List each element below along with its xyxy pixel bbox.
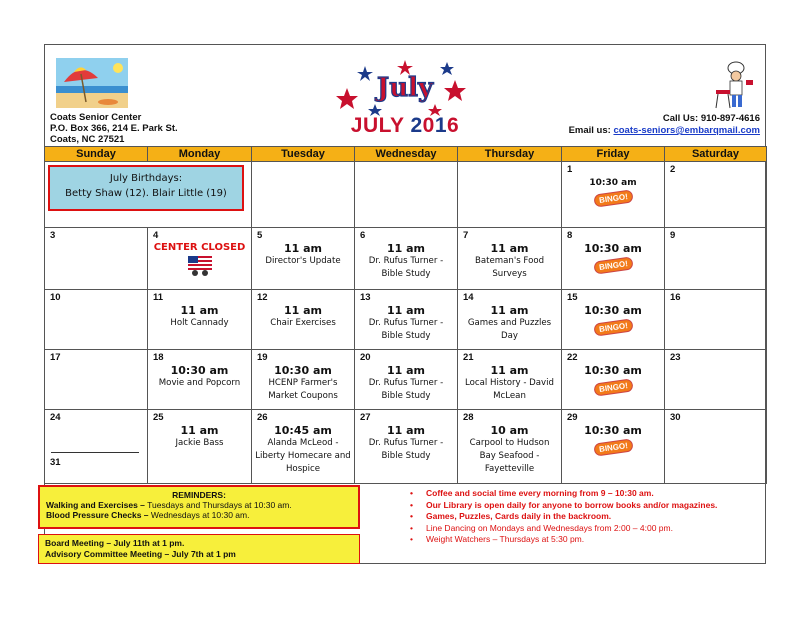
day-cell[interactable] bbox=[562, 228, 665, 290]
bingo-icon: BINGO! bbox=[593, 318, 633, 336]
event-time: 11 am bbox=[490, 304, 529, 317]
title-year-blue: 2 bbox=[410, 114, 423, 137]
day-number: 23 bbox=[670, 352, 681, 363]
email-row bbox=[569, 125, 760, 137]
event-text: Carpool to Hudson Bay Seafood - Fayetteville bbox=[469, 438, 550, 474]
event-text: Bateman's Food Surveys bbox=[474, 256, 545, 279]
bingo-icon: BINGO! bbox=[593, 378, 633, 396]
day-cell[interactable] bbox=[355, 410, 458, 484]
weekday-friday: Friday bbox=[562, 147, 665, 162]
event-time: 11 am bbox=[180, 424, 219, 437]
event-time: 10:30 am bbox=[170, 364, 229, 377]
week-row bbox=[45, 162, 767, 228]
event-text: HCENP Farmer's Market Coupons bbox=[268, 378, 338, 401]
day-cell[interactable] bbox=[665, 162, 767, 228]
day-number: 21 bbox=[463, 352, 474, 363]
weekday-wednesday: Wednesday bbox=[355, 147, 458, 162]
event-text: Dr. Rufus Turner - Bible Study bbox=[368, 318, 444, 341]
event-time: 11 am bbox=[283, 304, 323, 317]
center-closed-text: CENTER CLOSED bbox=[153, 242, 246, 253]
day-number: 9 bbox=[670, 230, 676, 241]
weekday-monday: Monday bbox=[148, 147, 252, 162]
event-text: Chair Exercises bbox=[270, 318, 336, 328]
event-text: Alanda McLeod - Liberty Homecare and Hospice bbox=[255, 438, 351, 474]
reminder-bp-text: Wednesdays at 10:30 am. bbox=[148, 510, 250, 520]
day-number: 29 bbox=[567, 412, 578, 423]
birthday-title: July Birthdays: bbox=[109, 173, 183, 184]
day-number: 25 bbox=[153, 412, 164, 423]
day-cell bbox=[252, 162, 355, 228]
day-number: 19 bbox=[257, 352, 268, 363]
event-text: Director's Update bbox=[265, 256, 341, 266]
beach-umbrella-icon bbox=[56, 58, 128, 108]
event-time: 11 am bbox=[386, 424, 426, 437]
day-cell[interactable] bbox=[45, 410, 148, 484]
reminders-box bbox=[38, 485, 360, 529]
july-logo-text: July bbox=[376, 73, 434, 103]
day-cell[interactable] bbox=[45, 350, 148, 410]
day-number: 26 bbox=[257, 412, 268, 423]
event-time: 11 am bbox=[386, 304, 426, 317]
day-number: 14 bbox=[463, 292, 474, 303]
event-time: 11 am bbox=[490, 242, 529, 255]
day-number: 13 bbox=[360, 292, 371, 303]
weekday-thursday: Thursday bbox=[458, 147, 562, 162]
event-time: 10:45 am bbox=[274, 424, 332, 437]
day-number: 2 bbox=[670, 164, 676, 175]
day-cell[interactable] bbox=[458, 350, 562, 410]
advisory-meeting: Advisory Committee Meeting – July 7th at 1 pm bbox=[45, 549, 236, 559]
event-text: Jackie Bass bbox=[175, 438, 224, 448]
bbq-chef-icon bbox=[712, 60, 756, 110]
day-number: 1 bbox=[567, 164, 573, 175]
day-cell[interactable] bbox=[665, 410, 767, 484]
center-address bbox=[50, 112, 178, 145]
event-time: 10:30 am bbox=[584, 364, 642, 377]
divider-line bbox=[51, 452, 139, 453]
weekday-tuesday: Tuesday bbox=[252, 147, 355, 162]
day-cell[interactable] bbox=[562, 162, 665, 228]
weekday-sunday: Sunday bbox=[45, 147, 148, 162]
day-cell[interactable] bbox=[45, 290, 148, 350]
day-cell[interactable] bbox=[458, 290, 562, 350]
event-time: 11 am bbox=[490, 364, 529, 377]
email-label: Email us: bbox=[568, 125, 611, 136]
day-cell bbox=[458, 162, 562, 228]
day-number: 12 bbox=[257, 292, 268, 303]
day-number: 18 bbox=[153, 352, 164, 363]
bingo-icon: BINGO! bbox=[593, 438, 633, 456]
day-number: 7 bbox=[463, 230, 469, 241]
event-time: 11 am bbox=[283, 242, 323, 255]
reminder-walking bbox=[46, 500, 352, 510]
reminder-walking-text: Tuesdays and Thursdays at 10:30 am. bbox=[144, 500, 292, 510]
day-cell[interactable] bbox=[252, 228, 355, 290]
day-number: 11 bbox=[153, 292, 164, 303]
event-time: 10:30 am bbox=[589, 178, 637, 188]
reminder-walking-label: Walking and Exercises – bbox=[46, 500, 145, 510]
event-time: 11 am bbox=[386, 364, 426, 377]
day-cell[interactable] bbox=[148, 410, 252, 484]
day-number: 3 bbox=[50, 230, 56, 241]
day-cell[interactable] bbox=[252, 410, 355, 484]
meetings-box bbox=[38, 534, 360, 564]
july-stars-logo bbox=[335, 58, 475, 116]
event-text: Dr. Rufus Turner - Bible Study bbox=[368, 378, 444, 401]
birthday-names: Betty Shaw (12). Blair Little (19) bbox=[65, 188, 227, 199]
birthday-cell bbox=[45, 162, 252, 228]
reminder-blood-pressure bbox=[46, 510, 352, 520]
weekday-header-row bbox=[45, 147, 767, 162]
title-year-digit2: 6 bbox=[447, 114, 460, 137]
day-cell[interactable] bbox=[458, 410, 562, 484]
day-number: 27 bbox=[360, 412, 371, 423]
board-meeting: Board Meeting – July 11th at 1 pm. bbox=[45, 538, 185, 548]
day-cell[interactable] bbox=[665, 228, 767, 290]
event-text: Games and Puzzles Day bbox=[467, 318, 552, 341]
phone-text: Call Us: 910-897-4616 bbox=[662, 113, 760, 124]
week-row bbox=[45, 410, 767, 484]
day-cell[interactable] bbox=[148, 290, 252, 350]
bingo-icon: BINGO! bbox=[593, 256, 633, 274]
event-text: Dr. Rufus Turner - Bible Study bbox=[368, 438, 444, 461]
note-item: • Coffee and social time every morning from 9 – 10:30 am. bbox=[408, 488, 717, 500]
event-text: Dr. Rufus Turner - Bible Study bbox=[368, 256, 444, 279]
week-row bbox=[45, 350, 767, 410]
day-number: 20 bbox=[360, 352, 371, 363]
day-cell[interactable] bbox=[458, 228, 562, 290]
note-item: • Games, Puzzles, Cards daily in the backroom. bbox=[408, 511, 717, 523]
day-cell[interactable] bbox=[562, 290, 665, 350]
day-cell[interactable] bbox=[562, 350, 665, 410]
center-name: Coats Senior Center bbox=[50, 112, 142, 123]
day-number: 30 bbox=[670, 412, 681, 423]
day-number: 8 bbox=[567, 230, 573, 241]
event-time: 11 am bbox=[386, 242, 426, 255]
day-number: 31 bbox=[50, 457, 61, 468]
day-cell[interactable] bbox=[355, 290, 458, 350]
bingo-icon: BINGO! bbox=[593, 189, 633, 207]
note-item: • Line Dancing on Mondays and Wednesdays from 2:00 – 4:00 pm. bbox=[408, 523, 717, 535]
day-number: 28 bbox=[463, 412, 474, 423]
day-number: 4 bbox=[153, 230, 159, 241]
day-number: 15 bbox=[567, 292, 578, 303]
birthday-box bbox=[48, 165, 244, 211]
day-number: 22 bbox=[567, 352, 578, 363]
day-number: 17 bbox=[50, 352, 61, 363]
day-cell[interactable] bbox=[148, 350, 252, 410]
reminder-bp-label: Blood Pressure Checks – bbox=[46, 510, 149, 520]
event-time: 10:30 am bbox=[584, 304, 642, 317]
day-cell[interactable] bbox=[148, 228, 252, 290]
title-year-digit: 1 bbox=[434, 114, 448, 137]
event-text: Local History - David McLean bbox=[465, 378, 554, 401]
day-number: 24 bbox=[50, 412, 61, 423]
week-row bbox=[45, 228, 767, 290]
weekday-saturday: Saturday bbox=[665, 147, 767, 162]
note-item: • Our Library is open daily for anyone to borrow books and/or magazines. bbox=[408, 500, 717, 512]
day-cell bbox=[355, 162, 458, 228]
flag-clipart-icon bbox=[188, 256, 212, 278]
event-time: 10:30 am bbox=[274, 364, 332, 377]
event-time: 11 am bbox=[180, 304, 219, 317]
title-month: JULY bbox=[350, 114, 405, 137]
address-line-1: P.O. Box 366, 214 E. Park St. bbox=[50, 123, 178, 134]
day-number: 10 bbox=[50, 292, 61, 303]
day-number: 16 bbox=[670, 292, 681, 303]
event-time: 10 am bbox=[490, 424, 529, 437]
day-cell[interactable] bbox=[665, 290, 767, 350]
event-time: 10:30 am bbox=[584, 424, 642, 437]
day-number: 5 bbox=[257, 230, 263, 241]
note-item: • Weight Watchers – Thursdays at 5:30 pm. bbox=[408, 534, 717, 546]
day-cell[interactable] bbox=[562, 410, 665, 484]
contact-info bbox=[569, 113, 760, 137]
reminders-title: REMINDERS: bbox=[172, 490, 226, 500]
day-cell[interactable] bbox=[665, 350, 767, 410]
day-cell[interactable] bbox=[252, 290, 355, 350]
day-cell[interactable] bbox=[355, 228, 458, 290]
week-row bbox=[45, 290, 767, 350]
day-cell[interactable] bbox=[355, 350, 458, 410]
event-text: Movie and Popcorn bbox=[158, 378, 241, 388]
page-title bbox=[335, 114, 475, 138]
email-link[interactable]: coats-seniors@embarqmail.com bbox=[613, 125, 760, 136]
event-text: Holt Cannady bbox=[170, 318, 229, 328]
title-year-rest: 0 bbox=[422, 114, 435, 137]
address-line-2: Coats, NC 27521 bbox=[50, 134, 125, 145]
day-cell[interactable] bbox=[252, 350, 355, 410]
notes-list bbox=[408, 488, 717, 546]
calendar-grid bbox=[44, 146, 767, 484]
day-cell[interactable] bbox=[45, 228, 148, 290]
event-time: 10:30 am bbox=[584, 242, 642, 255]
day-number: 6 bbox=[360, 230, 366, 241]
